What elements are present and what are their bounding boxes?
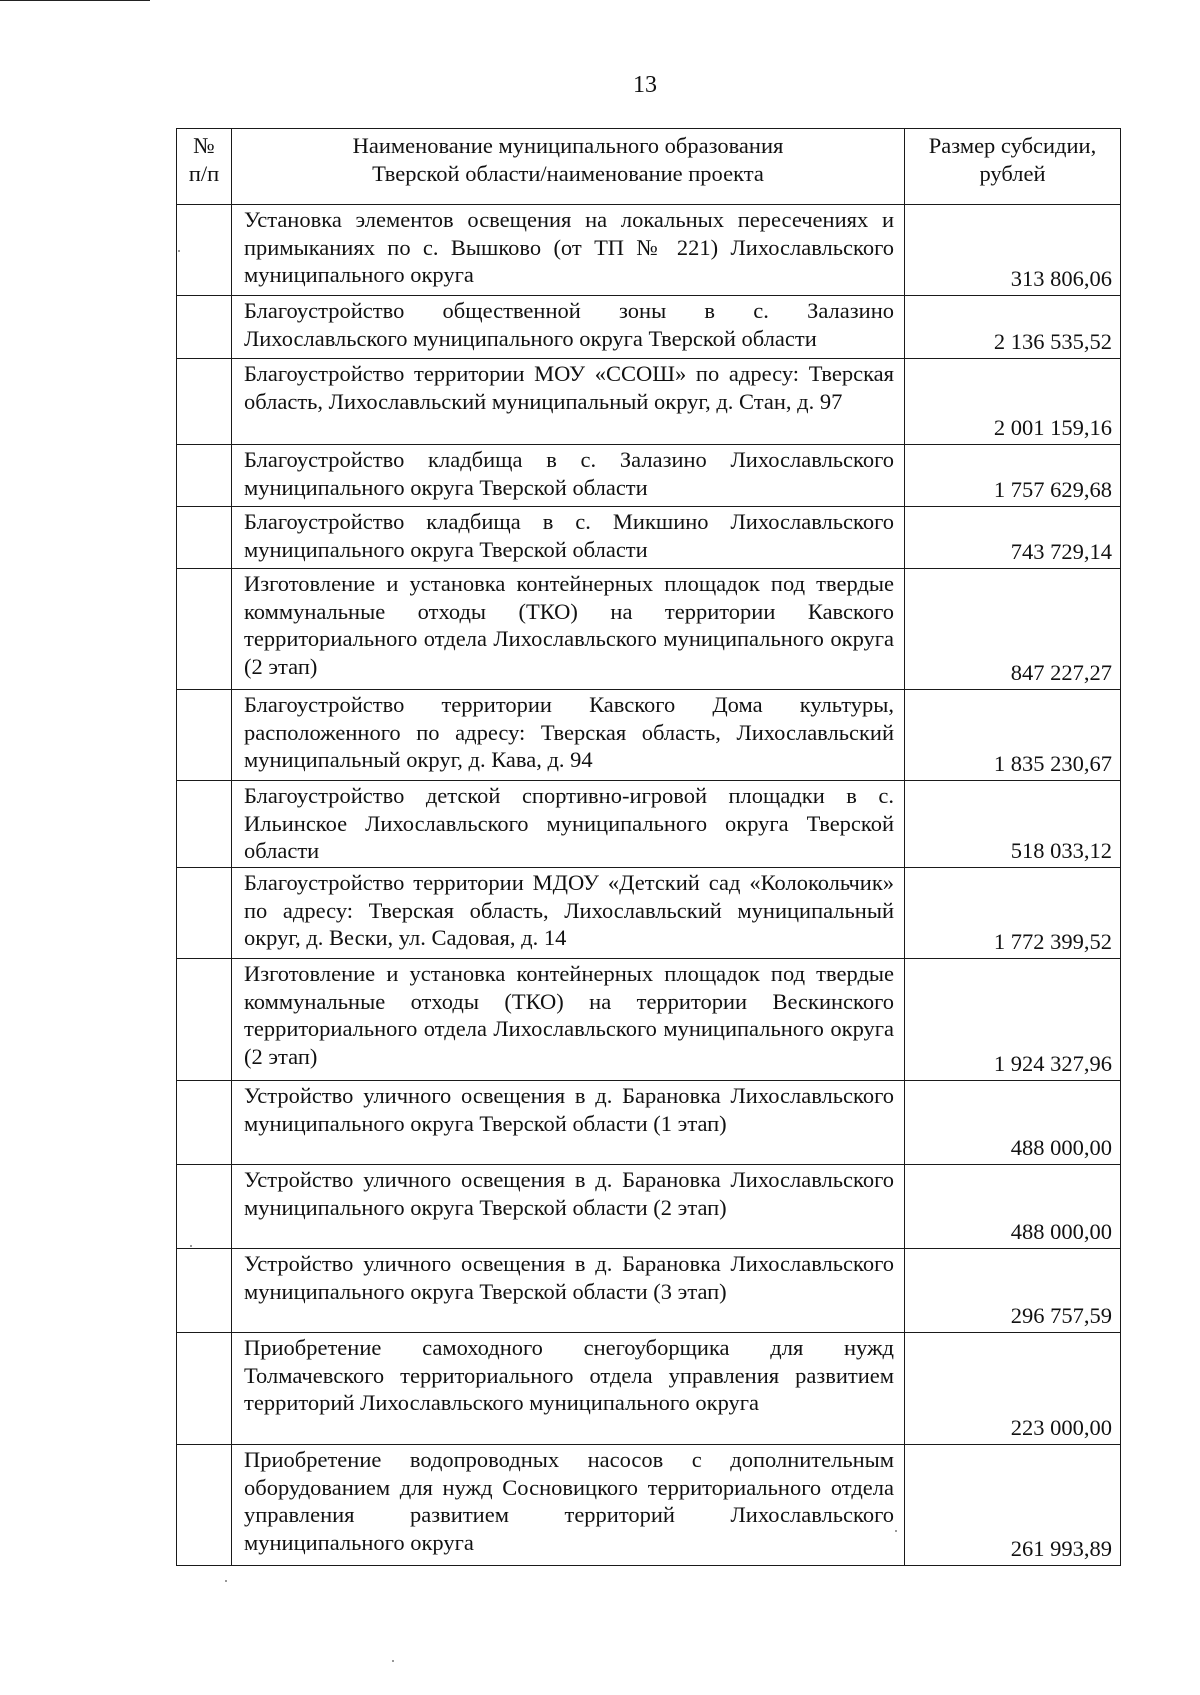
subsidy-amount: 743 729,14 [905,507,1121,569]
row-number [177,296,232,359]
table-row [177,507,1121,569]
row-number [177,507,232,569]
table-row [177,781,1121,868]
subsidy-amount: 223 000,00 [905,1333,1121,1445]
subsidy-table [176,128,1121,1566]
table-row [177,359,1121,445]
row-number [177,359,232,445]
header-num [177,129,232,205]
scan-speck [190,1245,192,1247]
scan-edge-line [0,0,150,1]
table-row [177,1333,1121,1445]
header-sum-line2: рублей [979,160,1046,186]
project-name: Благоустройство территории Кавского Дома культуры, расположенного по адресу: Тверская область, Лихославльский муниципальный округ, д. Кава, д. 94 [232,690,905,781]
table-row [177,1445,1121,1566]
table-row [177,296,1121,359]
header-name-line1: Наименование муниципального образования [352,133,784,158]
project-name: Изготовление и установка контейнерных площадок под твердые коммунальные отходы (ТКО) на территории Кавского территориального отдела Лихославльского муниципального округа (2 этап) [232,569,905,690]
subsidy-amount: 1 835 230,67 [905,690,1121,781]
subsidy-amount: 1 924 327,96 [905,959,1121,1081]
project-name: Благоустройство детской спортивно-игровой площадки в с. Ильинское Лихославльского муниципального округа Тверской области [232,781,905,868]
table-row [177,569,1121,690]
subsidy-amount: 2 136 535,52 [905,296,1121,359]
row-number [177,1165,232,1249]
project-name: Изготовление и установка контейнерных площадок под твердые коммунальные отходы (ТКО) на территории Вескинского территориального отдела Лихославльского муниципального округа (2 этап) [232,959,905,1081]
table-row [177,868,1121,959]
header-sum-line1: Размер субсидии, [928,133,1097,158]
row-number [177,1081,232,1165]
subsidy-amount: 313 806,06 [905,205,1121,296]
scan-speck [178,250,180,252]
header-name-line2: Тверской области/наименование проекта [372,160,764,186]
project-name: Установка элементов освещения на локальных пересечениях и примыканиях по с. Вышково (от ТП № 221) Лихославльского муниципального округа [232,205,905,296]
table-row [177,1249,1121,1333]
row-number [177,1445,232,1566]
table-row [177,1081,1121,1165]
subsidy-amount: 847 227,27 [905,569,1121,690]
subsidy-amount: 2 001 159,16 [905,359,1121,445]
project-name: Благоустройство территории МДОУ «Детский сад «Колокольчик» по адресу: Тверская область, Лихославльский муниципальный округ, д. Вески, ул. Садовая, д. 14 [232,868,905,959]
scan-speck [392,1660,394,1662]
row-number [177,569,232,690]
project-name: Благоустройство общественной зоны в с. Залазино Лихославльского муниципального округа Тверской области [232,296,905,359]
header-name [232,129,905,205]
row-number [177,1249,232,1333]
scan-speck [225,1580,227,1582]
header-sum [905,129,1121,205]
header-num-line2: п/п [188,160,220,186]
subsidy-amount: 488 000,00 [905,1165,1121,1249]
subsidy-amount: 1 757 629,68 [905,445,1121,507]
project-name: Приобретение водопроводных насосов с дополнительным оборудованием для нужд Сосновицкого территориального отдела управления развитием территорий Лихославльского муниципального округа [232,1445,905,1566]
subsidy-amount: 296 757,59 [905,1249,1121,1333]
row-number [177,205,232,296]
subsidy-amount: 261 993,89 [905,1445,1121,1566]
project-name: Устройство уличного освещения в д. Барановка Лихославльского муниципального округа Тверской области (2 этап) [232,1165,905,1249]
table-row [177,205,1121,296]
table-row [177,959,1121,1081]
table-row [177,1165,1121,1249]
row-number [177,868,232,959]
subsidy-amount: 1 772 399,52 [905,868,1121,959]
row-number [177,690,232,781]
project-name: Приобретение самоходного снегоуборщика для нужд Толмачевского территориального отдела управления развитием территорий Лихославльского муниципального округа [232,1333,905,1445]
table-body [177,205,1121,1566]
project-name: Благоустройство кладбища в с. Залазино Лихославльского муниципального округа Тверской области [232,445,905,507]
header-num-line1: № [193,133,215,158]
scan-speck [895,1530,897,1532]
subsidy-amount: 518 033,12 [905,781,1121,868]
row-number [177,1333,232,1445]
table-header [177,129,1121,205]
project-name: Устройство уличного освещения в д. Барановка Лихославльского муниципального округа Тверской области (3 этап) [232,1249,905,1333]
table-row [177,445,1121,507]
project-name: Устройство уличного освещения в д. Барановка Лихославльского муниципального округа Тверской области (1 этап) [232,1081,905,1165]
row-number [177,959,232,1081]
table-row [177,690,1121,781]
row-number [177,445,232,507]
row-number [177,781,232,868]
subsidy-amount: 488 000,00 [905,1081,1121,1165]
page-number: 13 [633,72,657,98]
project-name: Благоустройство кладбища в с. Микшино Лихославльского муниципального округа Тверской области [232,507,905,569]
project-name: Благоустройство территории МОУ «ССОШ» по адресу: Тверская область, Лихославльский муниципальный округ, д. Стан, д. 97 [232,359,905,445]
